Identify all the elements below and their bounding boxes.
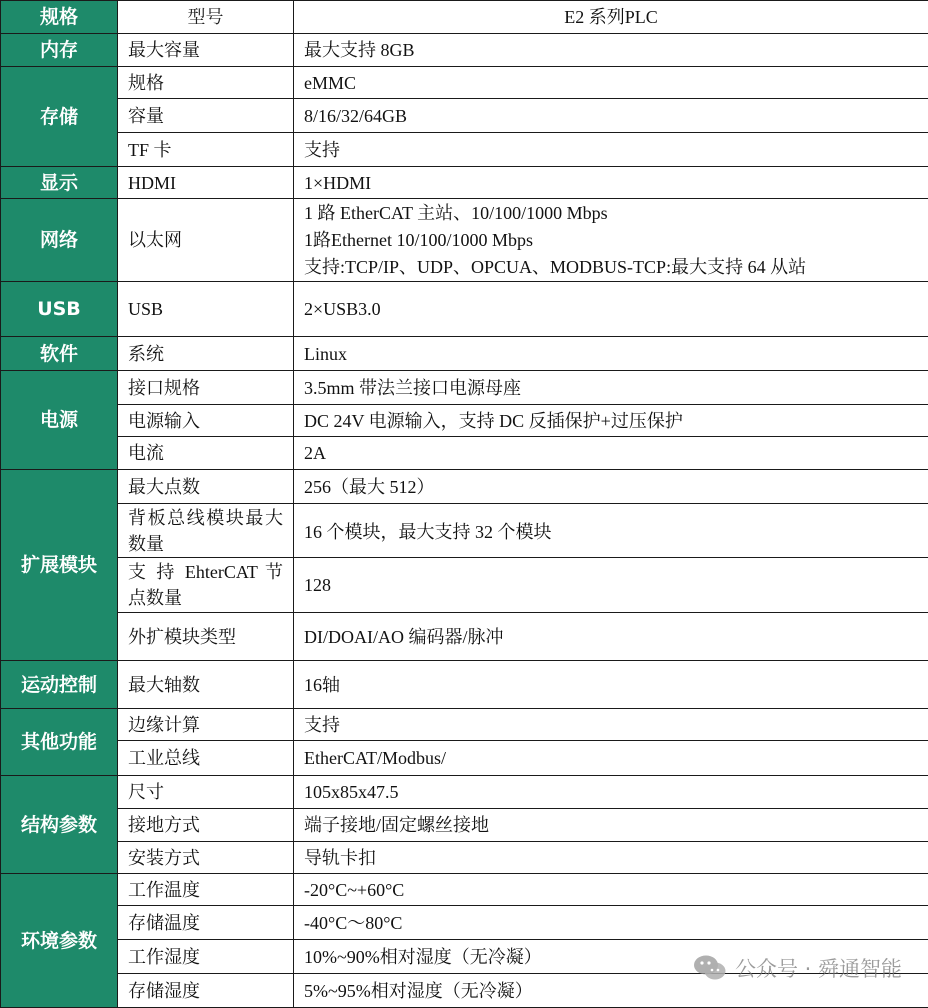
category-other: 其他功能 xyxy=(1,709,118,776)
param-value: 16轴 xyxy=(294,661,928,709)
param-value-multiline xyxy=(294,199,928,282)
network-line: 1路Ethernet 10/100/1000 Mbps xyxy=(304,227,928,254)
param-value: 5%~95%相对湿度（无冷凝） xyxy=(294,974,928,1008)
table-row xyxy=(1,405,928,437)
category-usb: USB xyxy=(1,282,118,337)
param-label: USB xyxy=(118,282,294,337)
table-row xyxy=(1,470,928,504)
table-row xyxy=(1,613,928,661)
param-value: 128 xyxy=(294,558,928,613)
param-label: TF 卡 xyxy=(118,133,294,167)
table-row xyxy=(1,906,928,940)
param-value: 8/16/32/64GB xyxy=(294,99,928,133)
table-row xyxy=(1,34,928,67)
param-value: 支持 xyxy=(294,709,928,741)
param-value: 最大支持 8GB xyxy=(294,34,928,67)
param-value: 2A xyxy=(294,437,928,470)
param-value: 2×USB3.0 xyxy=(294,282,928,337)
param-value: EtherCAT/Modbus/ xyxy=(294,741,928,776)
category-structure: 结构参数 xyxy=(1,776,118,874)
param-value: 1×HDMI xyxy=(294,167,928,199)
category-header: 规格 xyxy=(1,1,118,34)
param-label: 工作温度 xyxy=(118,874,294,906)
param-label: 存储湿度 xyxy=(118,974,294,1008)
param-label: 背板总线模块最大数量 xyxy=(118,504,294,558)
table-row xyxy=(1,67,928,99)
category-storage: 存储 xyxy=(1,67,118,167)
param-value: 端子接地/固定螺丝接地 xyxy=(294,809,928,842)
param-label: 尺寸 xyxy=(118,776,294,809)
param-label: 最大轴数 xyxy=(118,661,294,709)
param-label: 存储温度 xyxy=(118,906,294,940)
table-row xyxy=(1,776,928,809)
network-line: 1 路 EtherCAT 主站、10/100/1000 Mbps xyxy=(304,200,928,227)
param-value: -20°C~+60°C xyxy=(294,874,928,906)
param-value: 支持 xyxy=(294,133,928,167)
param-label: 边缘计算 xyxy=(118,709,294,741)
param-label: 电源输入 xyxy=(118,405,294,437)
category-motion: 运动控制 xyxy=(1,661,118,709)
param-value: DI/DOAI/AO 编码器/脉冲 xyxy=(294,613,928,661)
param-label: 电流 xyxy=(118,437,294,470)
param-value: 16 个模块，最大支持 32 个模块 xyxy=(294,504,928,558)
param-value: 10%~90%相对湿度（无冷凝） xyxy=(294,940,928,974)
param-value: -40°C～80°C xyxy=(294,906,928,940)
table-row xyxy=(1,99,928,133)
series-header: E2 系列PLC xyxy=(294,1,928,34)
param-label: 规格 xyxy=(118,67,294,99)
watermark-text: 公众号 · 舜通智能 xyxy=(735,953,902,983)
param-value: Linux xyxy=(294,337,928,371)
param-label: 安装方式 xyxy=(118,842,294,874)
param-label: 容量 xyxy=(118,99,294,133)
category-display: 显示 xyxy=(1,167,118,199)
param-value: 导轨卡扣 xyxy=(294,842,928,874)
table-row xyxy=(1,842,928,874)
param-value: eMMC xyxy=(294,67,928,99)
param-label: 以太网 xyxy=(118,199,294,282)
table-row xyxy=(1,167,928,199)
param-label: 接地方式 xyxy=(118,809,294,842)
param-label: HDMI xyxy=(118,167,294,199)
table-row xyxy=(1,558,928,613)
param-label: 最大容量 xyxy=(118,34,294,67)
table-row xyxy=(1,199,928,282)
param-label: 外扩模块类型 xyxy=(118,613,294,661)
table-row xyxy=(1,809,928,842)
category-environment: 环境参数 xyxy=(1,874,118,1008)
table-row xyxy=(1,504,928,558)
table-row xyxy=(1,133,928,167)
param-value: 3.5mm 带法兰接口电源母座 xyxy=(294,371,928,405)
table-row xyxy=(1,874,928,906)
param-label: 工业总线 xyxy=(118,741,294,776)
category-expansion: 扩展模块 xyxy=(1,470,118,661)
watermark xyxy=(693,953,902,983)
category-software: 软件 xyxy=(1,337,118,371)
model-header: 型号 xyxy=(118,1,294,34)
param-value: 256（最大 512） xyxy=(294,470,928,504)
param-label: 系统 xyxy=(118,337,294,371)
category-memory: 内存 xyxy=(1,34,118,67)
table-row xyxy=(1,371,928,405)
table-row xyxy=(1,661,928,709)
category-power: 电源 xyxy=(1,371,118,470)
table-row xyxy=(1,741,928,776)
param-label: 工作湿度 xyxy=(118,940,294,974)
param-value: DC 24V 电源输入，支持 DC 反插保护+过压保护 xyxy=(294,405,928,437)
param-label: 最大点数 xyxy=(118,470,294,504)
table-row xyxy=(1,282,928,337)
param-value: 105x85x47.5 xyxy=(294,776,928,809)
network-line: 支持:TCP/IP、UDP、OPCUA、MODBUS-TCP:最大支持 64 从站 xyxy=(304,254,928,281)
param-label: 支 持 EhterCAT 节点数量 xyxy=(118,558,294,613)
table-row xyxy=(1,337,928,371)
header-row xyxy=(1,1,928,34)
wechat-icon xyxy=(693,954,727,982)
table-row xyxy=(1,709,928,741)
category-network: 网络 xyxy=(1,199,118,282)
table-row xyxy=(1,437,928,470)
param-label: 接口规格 xyxy=(118,371,294,405)
